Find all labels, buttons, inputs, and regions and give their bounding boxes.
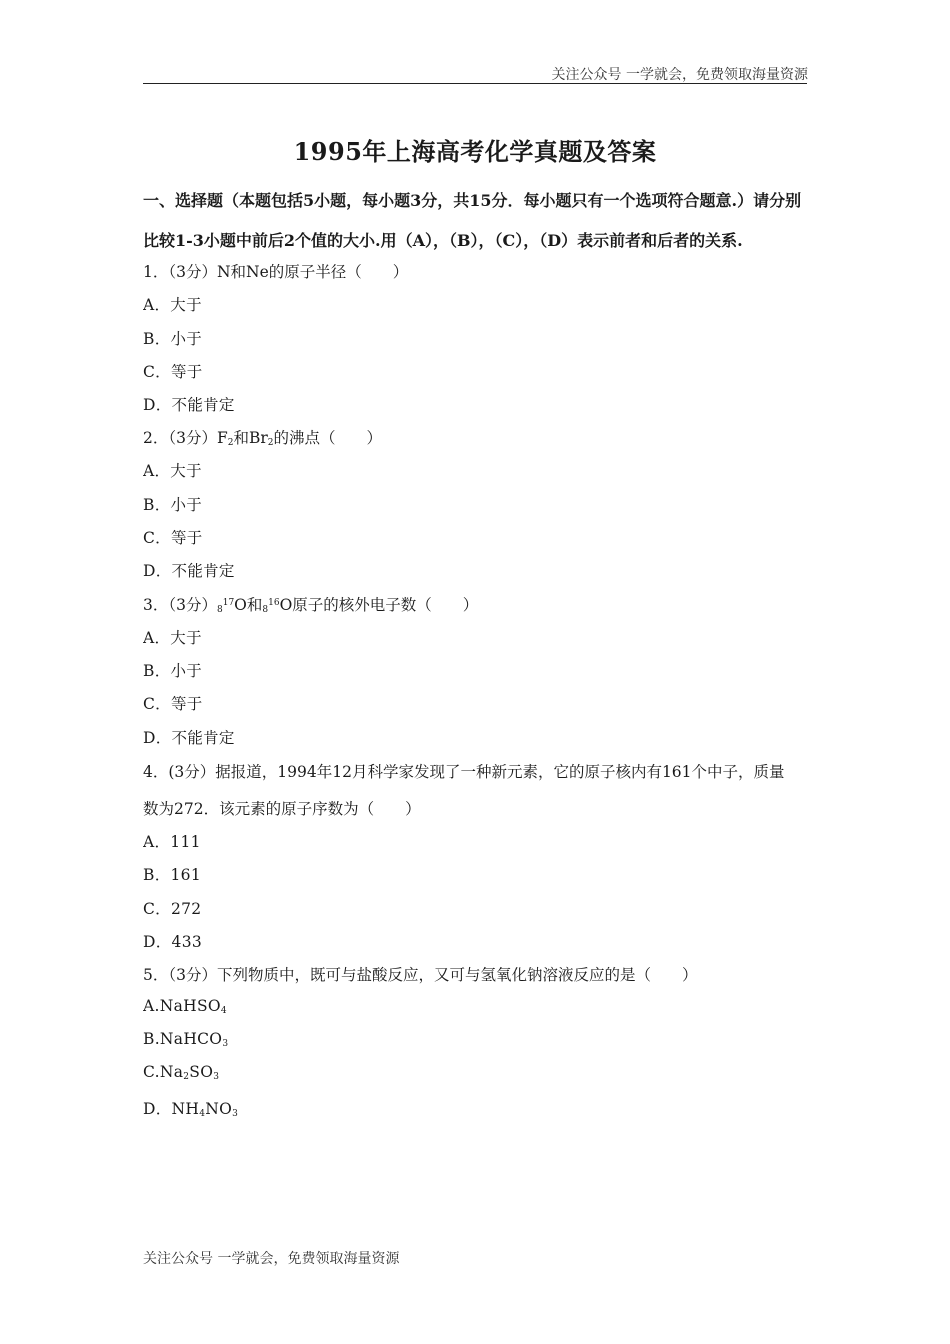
question-4-option-d: D．433	[143, 933, 203, 951]
question-3-option-a: A．大于	[143, 629, 202, 647]
header-divider	[143, 83, 807, 84]
question-1-option-c: C．等于	[143, 363, 203, 381]
question-4-stem-line-1: 4．(3分）据报道，1994年12月科学家发现了一种新元素，它的原子核内有161个中子，质量	[143, 763, 785, 781]
question-1-option-d: D．不能肯定	[143, 396, 235, 414]
question-4-stem-line-2: 数为272．该元素的原子序数为（ ）	[143, 800, 421, 818]
question-4-option-a: A．111	[143, 833, 201, 851]
question-1-stem: 1．（3分）N和Ne的原子半径（ ）	[143, 263, 409, 281]
question-2-option-a: A．大于	[143, 462, 202, 480]
section-heading-line-1: 一、选择题（本题包括5小题，每小题3分，共15分．每小题只有一个选项符合题意.）请分别	[143, 191, 802, 210]
question-2-option-b: B．小于	[143, 496, 203, 514]
question-2-option-c: C．等于	[143, 529, 203, 547]
question-5-stem: 5．（3分）下列物质中，既可与盐酸反应，又可与氢氧化钠溶液反应的是（ ）	[143, 966, 698, 984]
question-2-option-d: D．不能肯定	[143, 562, 235, 580]
question-2-stem: 2．（3分）$F_2$和$Br_2$的沸点（ ）	[143, 429, 383, 448]
question-1-option-b: B．小于	[143, 330, 203, 348]
question-3-stem: 3．（3分）$_8^{17}O$和$_8^{16}$O原子的核外电子数（ ）	[143, 596, 479, 615]
page-footer-note: 关注公众号 一学就会，免费领取海量资源	[143, 1251, 400, 1267]
question-5-option-c: $C.Na_2SO_3$	[143, 1063, 220, 1081]
question-1-option-a: A．大于	[143, 296, 202, 314]
question-3-option-d: D．不能肯定	[143, 729, 235, 747]
question-5-option-d: D．$NH_4NO_3$	[143, 1100, 239, 1119]
question-4-option-b: B．161	[143, 866, 201, 884]
page-header-note: 关注公众号 一学就会，免费领取海量资源	[551, 67, 808, 83]
question-3-option-b: B．小于	[143, 662, 203, 680]
question-5-option-a: A.NaHSO$_4$	[143, 997, 227, 1015]
question-5-option-b: B.NaHCO$_3$	[143, 1030, 229, 1048]
question-4-option-c: C．272	[143, 900, 202, 918]
section-heading-line-2: 比较1-3小题中前后2个值的大小.用（A），（B），（C），（D）表示前者和后者的关系.	[143, 231, 743, 250]
question-3-option-c: C．等于	[143, 695, 203, 713]
document-title: 1995年上海高考化学真题及答案	[293, 137, 657, 166]
